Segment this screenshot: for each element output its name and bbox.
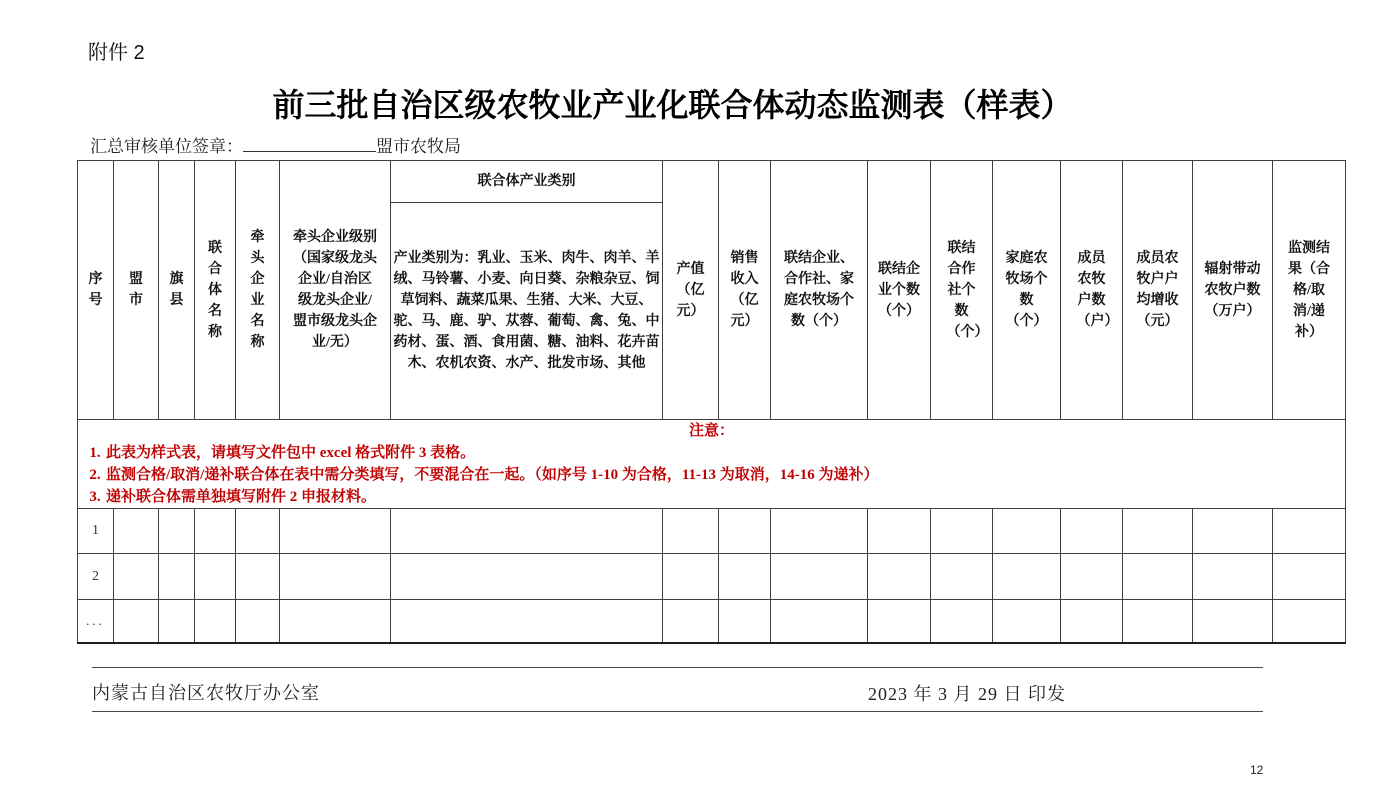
empty-cell [391, 554, 663, 600]
empty-cell [1061, 600, 1123, 644]
note-number: 3. [89, 489, 101, 505]
empty-cell [1123, 509, 1193, 554]
note-text: 此表为样式表，请填写文件包中 excel 格式附件 3 表格。 [106, 445, 476, 461]
header-output-value: 产值（亿元） [663, 161, 719, 420]
empty-cell [236, 554, 280, 600]
empty-cell [1193, 509, 1273, 554]
empty-cell [719, 509, 771, 554]
empty-cell [1273, 600, 1346, 644]
empty-cell [391, 600, 663, 644]
empty-cell [1061, 509, 1123, 554]
empty-cell [236, 509, 280, 554]
empty-cell [280, 600, 391, 644]
page-number: 12 [1250, 763, 1264, 777]
table-row [78, 600, 1346, 644]
header-row-top [78, 161, 1346, 203]
empty-cell [159, 509, 195, 554]
empty-cell [391, 509, 663, 554]
footer-date: 2023 年 3 月 29 日 印发 [868, 684, 1066, 704]
footer-issuer: 内蒙古自治区农牧厅办公室 [92, 683, 320, 703]
empty-cell [771, 600, 868, 644]
empty-cell [195, 600, 236, 644]
signature-line [90, 132, 461, 157]
empty-cell [1123, 600, 1193, 644]
notes-title: 注意： [688, 423, 734, 439]
header-serial-number: 序号 [78, 161, 114, 420]
empty-cell [280, 509, 391, 554]
row-index: ... [78, 600, 114, 644]
empty-cell [1193, 554, 1273, 600]
empty-cell [719, 600, 771, 644]
header-member-household-income-increase: 成员农牧户户均增收（元） [1123, 161, 1193, 420]
empty-cell [1123, 554, 1193, 600]
header-linked-cooperatives-count: 联结合作社个数（个） [931, 161, 993, 420]
header-member-households-count: 成员农牧户数（户） [1061, 161, 1123, 420]
empty-cell [195, 554, 236, 600]
empty-cell [993, 509, 1061, 554]
empty-cell [868, 554, 931, 600]
industry-category-description: 产业类别为：乳业、玉米、肉牛、肉羊、羊绒、马铃薯、小麦、向日葵、杂粮杂豆、饲草饲料、蔬菜瓜果、生猪、大米、大豆、驼、马、鹿、驴、苁蓉、葡萄、禽、兔、中药材、蛋、酒、食用菌、糖、油料、花卉苗木、农机农资、水产、批发市场、其他 [391, 203, 663, 420]
page-title: 前三批自治区级农牧业产业化联合体动态监测表（样表） [272, 87, 1073, 123]
header-monitoring-result: 监测结果（合格/取消/递补） [1273, 161, 1346, 420]
note-text: 监测合格/取消/递补联合体在表中需分类填写，不要混合在一起。（如序号 1-10 为合格，11-13 为取消，14-16 为递补） [106, 467, 879, 483]
empty-cell [868, 509, 931, 554]
header-consortium-name: 联合体名称 [195, 161, 236, 420]
note-text: 递补联合体需单独填写附件 2 申报材料。 [106, 489, 377, 505]
empty-cell [114, 554, 159, 600]
empty-cell [931, 509, 993, 554]
empty-cell [1061, 554, 1123, 600]
monitoring-table [77, 160, 1346, 644]
empty-cell [1273, 509, 1346, 554]
empty-cell [663, 554, 719, 600]
empty-cell [771, 554, 868, 600]
empty-cell [1193, 600, 1273, 644]
empty-cell [663, 600, 719, 644]
empty-cell [931, 554, 993, 600]
empty-cell [159, 554, 195, 600]
notes-cell [78, 420, 1346, 509]
signature-label: 汇总审核单位签章： [90, 137, 243, 156]
note-item [78, 486, 1345, 508]
header-family-farms-count: 家庭农牧场个数（个） [993, 161, 1061, 420]
signature-suffix: 盟市农牧局 [376, 137, 461, 156]
empty-cell [663, 509, 719, 554]
header-sales-revenue: 销售收入（亿元） [719, 161, 771, 420]
note-item [78, 464, 1345, 486]
table-row [78, 509, 1346, 554]
header-league-city: 盟市 [114, 161, 159, 420]
row-index: 1 [78, 509, 114, 554]
table-row [78, 554, 1346, 600]
empty-cell [280, 554, 391, 600]
empty-cell [931, 600, 993, 644]
empty-cell [771, 509, 868, 554]
empty-cell [719, 554, 771, 600]
footer-rule-top [92, 667, 1263, 668]
empty-cell [114, 600, 159, 644]
empty-cell [1273, 554, 1346, 600]
empty-cell [868, 600, 931, 644]
header-linked-enterprises-count: 联结企业个数（个） [868, 161, 931, 420]
notes-row [78, 420, 1346, 509]
note-number: 1. [89, 445, 101, 461]
note-number: 2. [89, 467, 101, 483]
footer-rule-bottom [92, 711, 1263, 712]
empty-cell [993, 600, 1061, 644]
empty-cell [236, 600, 280, 644]
header-linked-total-count: 联结企业、合作社、家庭农牧场个数（个） [771, 161, 868, 420]
header-industry-category: 联合体产业类别 [391, 161, 663, 203]
signature-blank [243, 133, 376, 152]
note-item [78, 442, 1345, 464]
attachment-label: 附件 2 [88, 42, 145, 64]
empty-cell [159, 600, 195, 644]
empty-cell [195, 509, 236, 554]
header-banner-county: 旗县 [159, 161, 195, 420]
empty-cell [114, 509, 159, 554]
empty-cell [993, 554, 1061, 600]
header-lead-enterprise-name: 牵头企业名称 [236, 161, 280, 420]
row-index: 2 [78, 554, 114, 600]
header-lead-enterprise-level: 牵头企业级别（国家级龙头企业/自治区级龙头企业/盟市级龙头企业/无） [280, 161, 391, 420]
header-radiated-households-count: 辐射带动农牧户数（万户） [1193, 161, 1273, 420]
